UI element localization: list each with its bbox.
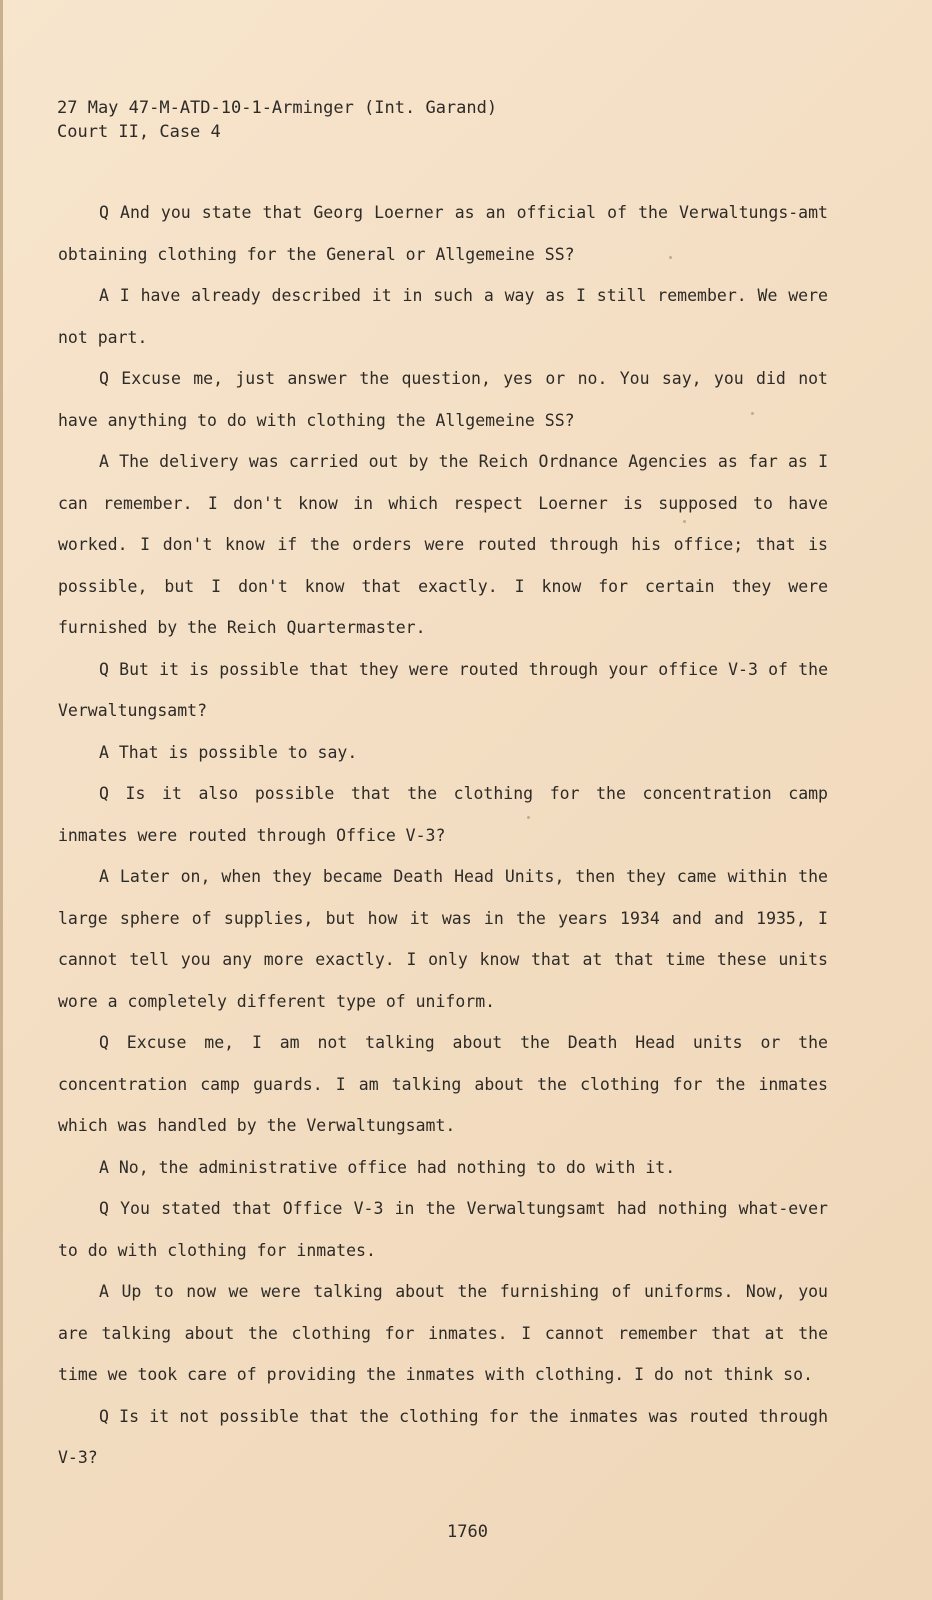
paper-speck xyxy=(527,816,530,819)
transcript-paragraph: A That is possible to say. xyxy=(99,742,358,762)
transcript-paragraph: A I have already described it in such a way as I still remember. We were not part. xyxy=(58,286,828,347)
document-header xyxy=(57,96,497,144)
transcript-paragraph: A Later on, when they became Death Head Units, then they came within the large sphere of supplies, but how it was in the years 1934 and and 1935, I cannot tell you any more exactly. I only know that at that time these units wore a completely different type of uniform. xyxy=(58,867,828,1011)
page-number: 1760 xyxy=(447,1522,488,1542)
transcript-paragraph: Q Is it not possible that the clothing for the inmates was routed through V-3? xyxy=(58,1406,828,1467)
transcript-paragraph: A Up to now we were talking about the furnishing of uniforms. Now, you are talking about the clothing for inmates. I cannot remember that at the time we took care of providing the inmates with clothing. I do not think so. xyxy=(58,1282,828,1384)
paper-speck xyxy=(683,520,686,523)
transcript-paragraph: Q You stated that Office V-3 in the Verwaltungsamt had nothing what-ever to do with clothing for inmates. xyxy=(58,1199,828,1260)
transcript-paragraph: Q But it is possible that they were routed through your office V-3 of the Verwaltungsamt? xyxy=(58,659,828,720)
paper-speck xyxy=(669,256,672,259)
transcript-paragraph: Q Is it also possible that the clothing for the concentration camp inmates were routed through Office V-3? xyxy=(58,784,828,845)
transcript-paragraph: Q Excuse me, I am not talking about the Death Head units or the concentration camp guards. I am talking about the clothing for the inmates which was handled by the Verwaltungsamt. xyxy=(58,1033,828,1135)
transcript-paragraph: Q And you state that Georg Loerner as an official of the Verwaltungs-amt obtaining clothing for the General or Allgemeine SS? xyxy=(58,203,828,264)
header-line-2: Court II, Case 4 xyxy=(57,122,221,142)
transcript-paragraph: Q Excuse me, just answer the question, yes or no. You say, you did not have anything to do with clothing the Allgemeine SS? xyxy=(58,369,828,430)
transcript-body xyxy=(58,192,828,1479)
header-line-1: 27 May 47-M-ATD-10-1-Arminger (Int. Garand) xyxy=(57,98,498,118)
transcript-paragraph: A The delivery was carried out by the Reich Ordnance Agencies as far as I can remember. I don't know in which respect Loerner is supposed to have worked. I don't know if the orders were routed through his office; that is possible, but I don't know that exactly. I know for certain they were furnished by the Reich Quartermaster. xyxy=(58,452,828,637)
transcript-paragraph: A No, the administrative office had nothing to do with it. xyxy=(99,1157,676,1177)
paper-speck xyxy=(751,412,754,415)
